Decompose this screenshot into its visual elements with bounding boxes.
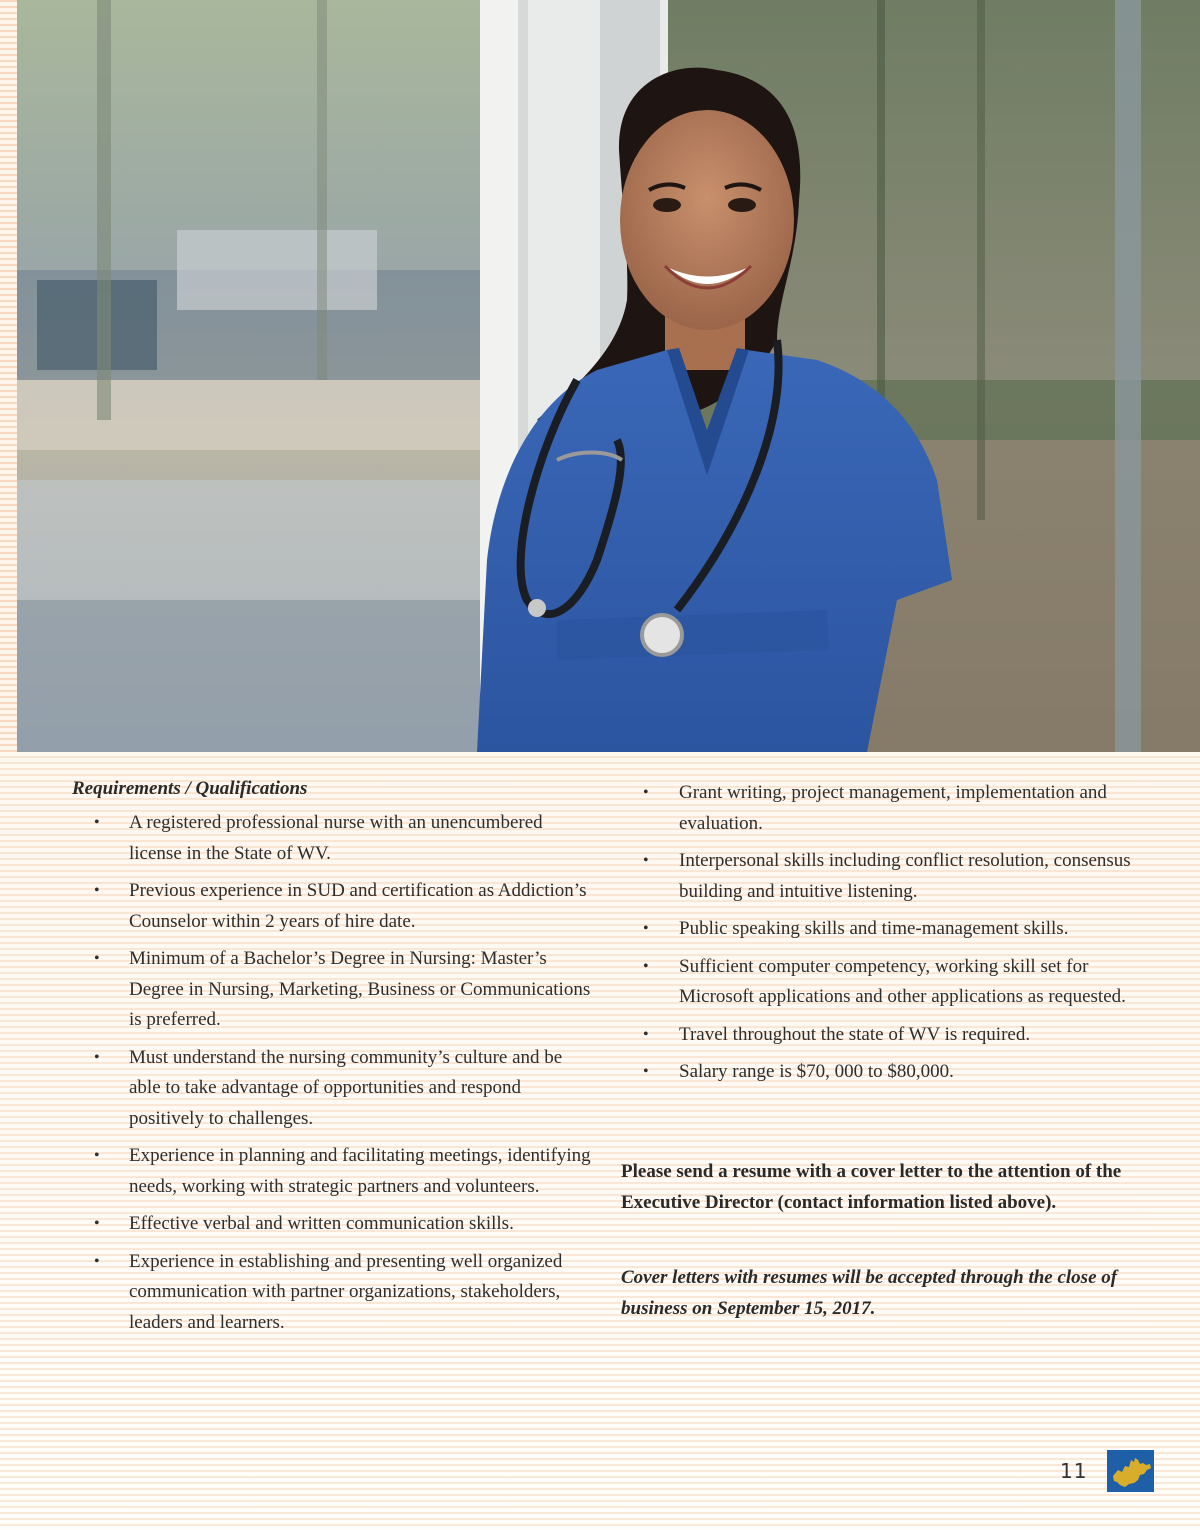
bullet-icon: • [94,882,100,899]
list-item: • Previous experience in SUD and certification as Addiction’s Counselor within 2 years of hire date. [72,876,597,937]
requirements-column [72,778,597,1345]
deadline-notice: Cover letters with resumes will be accepted through the close of business on September 15, 2017. [621,1266,1118,1319]
list-item: • Grant writing, project management, implementation and evaluation. [621,778,1161,839]
bullet-icon: • [643,852,649,869]
list-item: • Must understand the nursing community’s culture and be able to take advantage of opportunities and respond positively to challenges. [72,1043,597,1135]
requirements-heading: Requirements / Qualifications [72,778,308,799]
bullet-icon: • [643,784,649,801]
bullet-icon: • [94,1252,100,1270]
list-item: • Salary range is $70, 000 to $80,000. [621,1057,1161,1088]
requirements-list-continued [621,778,1161,1088]
nurse-photo [17,0,1200,752]
list-item: • Experience in planning and facilitating meetings, identifying needs, working with strategic partners and volunteers. [72,1141,597,1202]
application-instructions: Please send a resume with a cover letter to the attention of the Executive Director (contact information listed above). [621,1160,1122,1213]
bullet-icon: • [94,1215,100,1232]
bullet-icon: • [94,1147,100,1164]
list-item: • Public speaking skills and time-management skills. [621,914,1161,945]
page-number: 11 [1060,1459,1088,1483]
bullet-icon: • [643,1063,649,1080]
list-item: • Experience in establishing and presenting well organized communication with partner organizations, stakeholders, leaders and learners. [72,1247,597,1339]
list-item: • Interpersonal skills including conflict resolution, consensus building and intuitive listening. [621,846,1161,907]
list-item: • Minimum of a Bachelor’s Degree in Nursing: Master’s Degree in Nursing, Marketing, Business or Communications is preferred. [72,944,597,1036]
bullet-icon: • [643,1025,649,1043]
bullet-icon: • [643,920,649,937]
list-item: • A registered professional nurse with an unencumbered license in the State of WV. [72,808,597,869]
list-item: • Travel throughout the state of WV is required. [621,1020,1161,1051]
bullet-icon: • [94,1048,100,1066]
bullet-icon: • [94,950,100,967]
bullet-icon: • [94,814,100,831]
requirements-list [72,808,597,1338]
list-item: • Effective verbal and written communication skills. [72,1209,597,1240]
list-item: • Sufficient computer competency, working skill set for Microsoft applications and other applications as requested. [621,952,1161,1013]
requirements-continued-column [621,778,1161,1324]
bullet-icon: • [643,957,649,975]
decorative-strip [0,0,17,752]
west-virginia-state-icon [1107,1450,1154,1492]
